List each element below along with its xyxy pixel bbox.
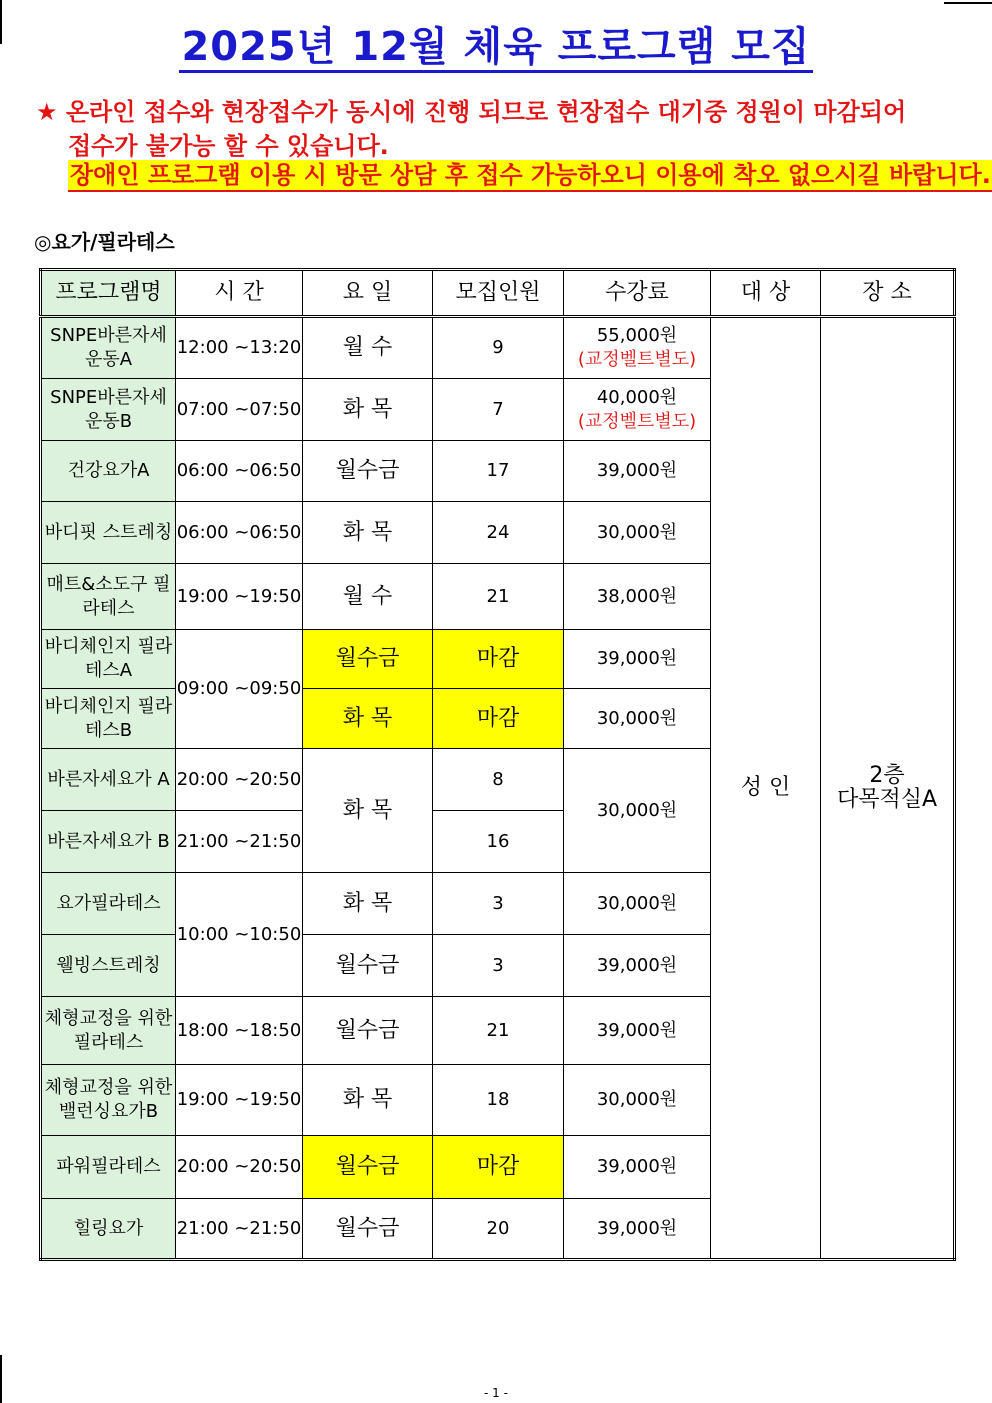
program-table xyxy=(39,268,956,1261)
capacity-cell: 마감 xyxy=(433,689,564,749)
fee-cell: 39,000원 xyxy=(564,935,711,997)
header-fee: 수강료 xyxy=(564,270,711,317)
fee-cell: 30,000원 xyxy=(564,502,711,564)
days-cell: 월수금 xyxy=(303,630,433,689)
program-name: 건강요가A xyxy=(41,441,176,502)
header-location: 장 소 xyxy=(821,270,955,317)
fee-cell xyxy=(564,317,711,379)
location-cell xyxy=(821,317,955,1260)
fee-cell: 30,000원 xyxy=(564,1065,711,1136)
fee-cell: 38,000원 xyxy=(564,564,711,630)
capacity-cell: 16 xyxy=(433,811,564,873)
days-cell: 화 목 xyxy=(303,873,433,935)
time-cell: 19:00 ~19:50 xyxy=(176,564,303,630)
fee-cell xyxy=(564,379,711,441)
fee-cell: 39,000원 xyxy=(564,630,711,689)
days-cell: 화 목 xyxy=(303,379,433,441)
days-cell: 화 목 xyxy=(303,1065,433,1136)
capacity-cell: 24 xyxy=(433,502,564,564)
header-target: 대 상 xyxy=(711,270,821,317)
table-row xyxy=(41,317,955,379)
fee-value: 55,000원 xyxy=(596,325,678,346)
program-name: 바디체인지 필라테스A xyxy=(41,630,176,689)
capacity-cell: 3 xyxy=(433,873,564,935)
program-name: 힐링요가 xyxy=(41,1199,176,1260)
crop-mark-top-right xyxy=(944,2,992,4)
time-cell: 20:00 ~20:50 xyxy=(176,749,303,811)
time-cell: 19:00 ~19:50 xyxy=(176,1065,303,1136)
time-cell: 21:00 ~21:50 xyxy=(176,1199,303,1260)
program-name: 바디체인지 필라테스B xyxy=(41,689,176,749)
program-name: 매트&소도구 필라테스 xyxy=(41,564,176,630)
days-cell: 월 수 xyxy=(303,564,433,630)
section-title: ◎요가/필라테스 xyxy=(34,230,175,254)
program-name: SNPE바른자세 운동B xyxy=(41,379,176,441)
capacity-cell: 3 xyxy=(433,935,564,997)
capacity-cell: 21 xyxy=(433,997,564,1065)
program-name: 웰빙스트레칭 xyxy=(41,935,176,997)
fee-note: (교정벨트별도) xyxy=(577,349,697,370)
capacity-cell: 20 xyxy=(433,1199,564,1260)
program-name: 요가필라테스 xyxy=(41,873,176,935)
time-cell: 06:00 ~06:50 xyxy=(176,502,303,564)
fee-cell: 39,000원 xyxy=(564,1136,711,1199)
fee-cell: 30,000원 xyxy=(564,749,711,873)
fee-cell: 39,000원 xyxy=(564,1199,711,1260)
fee-cell: 39,000원 xyxy=(564,441,711,502)
capacity-cell: 마감 xyxy=(433,1136,564,1199)
fee-cell: 39,000원 xyxy=(564,997,711,1065)
program-name: 체형교정을 위한 밸런싱요가B xyxy=(41,1065,176,1136)
days-cell: 월수금 xyxy=(303,441,433,502)
time-cell: 10:00 ~10:50 xyxy=(176,873,303,997)
page-title xyxy=(0,24,992,70)
days-cell: 화 목 xyxy=(303,689,433,749)
time-cell: 21:00 ~21:50 xyxy=(176,811,303,873)
days-cell: 월 수 xyxy=(303,317,433,379)
time-cell: 09:00 ~09:50 xyxy=(176,630,303,749)
program-name: 파워필라테스 xyxy=(41,1136,176,1199)
capacity-cell: 17 xyxy=(433,441,564,502)
page-title-text: 2025년 12월 체육 프로그램 모집 xyxy=(179,24,812,73)
header-days: 요 일 xyxy=(303,270,433,317)
notice-line-2: 접수가 불가능 할 수 있습니다. xyxy=(68,132,389,160)
target-cell: 성 인 xyxy=(711,317,821,1260)
program-name: SNPE바른자세 운동A xyxy=(41,317,176,379)
days-cell: 월수금 xyxy=(303,1199,433,1260)
time-cell: 07:00 ~07:50 xyxy=(176,379,303,441)
days-cell: 월수금 xyxy=(303,935,433,997)
header-program-name: 프로그램명 xyxy=(41,270,176,317)
time-cell: 12:00 ~13:20 xyxy=(176,317,303,379)
time-cell: 18:00 ~18:50 xyxy=(176,997,303,1065)
fee-note: (교정벨트별도) xyxy=(577,410,697,432)
fee-cell: 30,000원 xyxy=(564,873,711,935)
days-cell: 화 목 xyxy=(303,502,433,564)
program-name: 체형교정을 위한 필라테스 xyxy=(41,997,176,1065)
fee-value: 40,000원 xyxy=(596,386,678,408)
time-cell: 20:00 ~20:50 xyxy=(176,1136,303,1199)
notice-line-3-highlighted: 장애인 프로그램 이용 시 방문 상담 후 접수 가능하오니 이용에 착오 없으시길 바랍니다. xyxy=(68,160,992,192)
location-room: 다목적실A xyxy=(836,787,938,812)
header-capacity: 모집인원 xyxy=(433,270,564,317)
days-cell: 화 목 xyxy=(303,749,433,873)
program-name: 바른자세요가 B xyxy=(41,811,176,873)
program-name: 바디핏 스트레칭 xyxy=(41,502,176,564)
capacity-cell: 마감 xyxy=(433,630,564,689)
capacity-cell: 8 xyxy=(433,749,564,811)
time-cell: 06:00 ~06:50 xyxy=(176,441,303,502)
days-cell: 월수금 xyxy=(303,1136,433,1199)
header-time: 시 간 xyxy=(176,270,303,317)
capacity-cell: 7 xyxy=(433,379,564,441)
days-cell: 월수금 xyxy=(303,997,433,1065)
location-floor: 2층 xyxy=(869,763,905,788)
capacity-cell: 21 xyxy=(433,564,564,630)
fee-cell: 30,000원 xyxy=(564,689,711,749)
table-header-row xyxy=(41,270,955,317)
capacity-cell: 18 xyxy=(433,1065,564,1136)
page-number: - 1 - xyxy=(484,1386,508,1400)
capacity-cell: 9 xyxy=(433,317,564,379)
program-name: 바른자세요가 A xyxy=(41,749,176,811)
notice-line-1: ★ 온라인 접수와 현장접수가 동시에 진행 되므로 현장접수 대기중 정원이 마감되어 xyxy=(36,98,907,126)
